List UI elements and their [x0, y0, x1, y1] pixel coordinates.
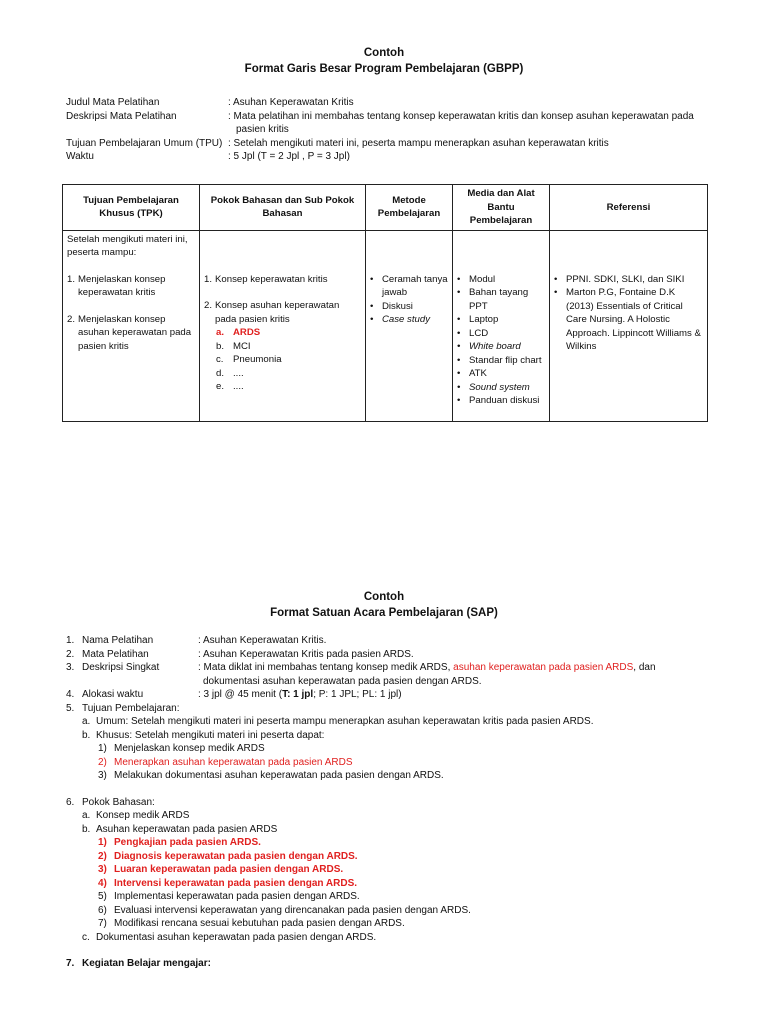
sap-number: 6.: [66, 796, 75, 808]
sap-item-alokasi: [66, 688, 716, 702]
sap-item-deskripsi: [66, 661, 716, 688]
sap-label: Tujuan Pembelajaran:: [82, 702, 180, 714]
sap-sub-number: 1): [98, 743, 107, 754]
sap-number: 3.: [66, 662, 75, 673]
pokok-sub-d: [204, 367, 361, 381]
pokok-number: 1.: [204, 273, 213, 285]
media-item: • White board: [457, 340, 545, 354]
info-value: : Setelah mengikuti materi ini, peserta mampu menerapkan asuhan keperawatan kritis: [228, 137, 609, 149]
media-item: • Modul: [457, 273, 545, 287]
sap-tujuan-khusus: [66, 729, 716, 743]
sap-pokok-a: [66, 809, 716, 823]
sap-sub-text: Pengkajian pada pasien ARDS.: [114, 837, 261, 848]
tpk-text: Menjelaskan konsep asuhan keperawatan pada pasien kritis: [78, 313, 192, 352]
sap-item-tujuan: [66, 702, 716, 716]
table-header-row: [63, 185, 708, 231]
sap-text: Asuhan keperawatan pada pasien ARDS: [96, 823, 278, 835]
tpk-item-1: [67, 273, 195, 300]
media-item: • Standar flip chart: [457, 354, 545, 368]
pokok-sub-ards: [204, 326, 361, 340]
sap-title-block: [0, 589, 768, 621]
sap-value-text: ; P: 1 JPL; PL: 1 jpl): [313, 689, 402, 700]
sap-khusus-item: [66, 756, 716, 770]
media-list: [457, 273, 545, 408]
sap-sub-text: Evaluasi intervensi keperawatan yang direncanakan pada pasien dengan ARDS.: [114, 904, 471, 916]
sap-number: 2.: [66, 648, 75, 660]
sap-sub-text: Modifikasi rencana sesuai kebutuhan pada pasien dengan ARDS.: [114, 918, 405, 929]
sap-sub-text: Diagnosis keperawatan pada pasien dengan ARDS.: [114, 850, 358, 862]
sub-text: MCI: [233, 340, 251, 352]
media-item: • Panduan diskusi: [457, 394, 545, 408]
sap-sub-number: 3): [98, 770, 107, 781]
sap-sub-number: 4): [98, 877, 107, 889]
sap-sub-number: 7): [98, 918, 107, 929]
sub-letter: e.: [216, 381, 225, 392]
cell-referensi: [550, 230, 708, 421]
media-item: • LCD: [457, 327, 545, 341]
sap-number: 7.: [66, 958, 75, 969]
sap-item-kegiatan: [66, 957, 716, 971]
tpk-number: 1.: [67, 273, 76, 285]
media-item: • Bahan tayang PPT: [457, 286, 545, 313]
cell-metode: [366, 230, 453, 421]
gbpp-title-format: Format Garis Besar Program Pembelajaran (GBPP): [244, 63, 524, 75]
media-item: • Sound system: [457, 381, 545, 395]
pokok-text: Konsep keperawatan kritis: [215, 273, 328, 285]
sap-item-pokok-bahasan: [66, 796, 716, 810]
info-row-judul: [66, 96, 716, 110]
sap-pokok-b-item: [66, 850, 716, 864]
info-row-waktu: [66, 150, 716, 164]
sap-sub-text: Melakukan dokumentasi asuhan keperawatan pada pasien dengan ARDS.: [114, 770, 444, 781]
sap-value-text: : 3 jpl @ 45 menit (: [198, 689, 283, 700]
pokok-sub-e: [204, 380, 361, 394]
sap-value-bold: T: 1 jpl: [282, 689, 314, 700]
pokok-sub-pneumonia: [204, 353, 361, 367]
pokok-item-1: [204, 273, 361, 287]
sap-pokok-b-item: [66, 863, 716, 877]
info-value: : Asuhan Keperawatan Kritis: [228, 97, 354, 108]
sap-sub-text: Menerapkan asuhan keperawatan pada pasien ARDS: [114, 756, 353, 768]
sap-value: [198, 688, 716, 702]
sap-text: Khusus: Setelah mengikuti materi ini peserta dapat:: [96, 729, 325, 741]
sap-content: [66, 634, 716, 971]
sap-value: : Asuhan Keperawatan Kritis.: [198, 635, 327, 646]
sap-label: Alokasi waktu: [82, 689, 144, 700]
info-value-line: : Mata pelatihan ini membahas tentang konsep keperawatan kritis dan konsep asuhan keperawatan pada: [228, 110, 694, 122]
info-label: Tujuan Pembelajaran Umum (TPU): [66, 137, 223, 149]
sap-title-format: Format Satuan Acara Pembelajaran (SAP): [270, 607, 498, 619]
sap-sub-text: Implementasi keperawatan pada pasien dengan ARDS.: [114, 891, 360, 902]
gbpp-title-block: [0, 45, 768, 77]
info-value-continuation: pasien kritis: [236, 124, 289, 135]
sap-pokok-b-item: [66, 836, 716, 850]
sap-number: 4.: [66, 689, 75, 700]
sap-title-contoh: Contoh: [363, 591, 405, 603]
metode-item: • Case study: [370, 313, 448, 327]
sap-value-highlight: asuhan keperawatan pada pasien ARDS: [453, 662, 634, 673]
pokok-item-2: [204, 299, 361, 326]
sap-sub-number: 2): [98, 756, 107, 768]
sap-sub-number: 6): [98, 904, 107, 916]
referensi-list: [554, 273, 703, 354]
header-referensi: Referensi: [550, 185, 708, 231]
header-media: Media dan Alat Bantu Pembelajaran: [453, 185, 550, 231]
gbpp-title-contoh: Contoh: [363, 47, 405, 59]
sap-text: Konsep medik ARDS: [96, 810, 190, 821]
sap-sub-text: Intervensi keperawatan pada pasien dengan ARDS.: [114, 877, 358, 889]
sap-value-text: : Mata diklat ini membahas tentang konsep medik ARDS,: [198, 662, 454, 673]
sap-sub-number: 3): [98, 864, 107, 875]
sub-letter: b.: [216, 340, 225, 352]
info-row-tpu: [66, 137, 716, 151]
pokok-sub-mci: [204, 340, 361, 354]
info-label: Waktu: [66, 151, 94, 162]
header-metode: Metode Pembelajaran: [366, 185, 453, 231]
gbpp-info: [66, 96, 716, 164]
sub-text: ARDS: [233, 327, 261, 338]
sub-letter: a.: [216, 327, 225, 338]
sub-letter: d.: [216, 367, 225, 379]
sap-value-continuation: dokumentasi asuhan keperawatan pada pasien dengan ARDS.: [203, 675, 482, 687]
sub-text: ....: [233, 381, 244, 392]
sap-letter: b.: [82, 729, 91, 741]
tpk-intro: Setelah mengikuti materi ini, peserta mampu:: [67, 233, 188, 258]
sap-pokok-b-item: [66, 877, 716, 891]
sap-text: Dokumentasi asuhan keperawatan pada pasien dengan ARDS.: [96, 931, 377, 943]
info-value: [228, 110, 716, 137]
sap-pokok-b: [66, 823, 716, 837]
sap-label: Nama Pelatihan: [82, 635, 154, 646]
sap-letter: c.: [82, 931, 90, 943]
pokok-text: Konsep asuhan keperawatan pada pasien kritis: [215, 300, 340, 325]
sap-label: Pokok Bahasan:: [82, 796, 155, 808]
header-tpk: Tujuan Pembelajaran Khusus (TPK): [63, 185, 200, 231]
sap-sub-number: 5): [98, 891, 107, 902]
info-value: : 5 Jpl (T = 2 Jpl , P = 3 Jpl): [228, 151, 350, 162]
header-pokok-bahasan: Pokok Bahasan dan Sub Pokok Bahasan: [200, 185, 366, 231]
sap-pokok-b-item: [66, 904, 716, 918]
gbpp-table: [62, 184, 708, 422]
cell-pokok-bahasan: [200, 230, 366, 421]
referensi-item: • Marton P.G, Fontaine D.K (2013) Essentials of Critical Care Nursing. A Holostic Approach. Lippincott Williams & Wilkins: [554, 286, 703, 354]
sap-sub-number: 2): [98, 850, 107, 862]
sap-label: Kegiatan Belajar mengajar:: [82, 958, 211, 969]
cell-media: [453, 230, 550, 421]
media-item: • ATK: [457, 367, 545, 381]
metode-item: • Diskusi: [370, 300, 448, 314]
sap-item-nama-pelatihan: [66, 634, 716, 648]
sap-letter: a.: [82, 810, 91, 821]
sap-tujuan-umum: [66, 715, 716, 729]
sap-pokok-b-item: [66, 917, 716, 931]
sap-label: Mata Pelatihan: [82, 648, 149, 660]
sap-value-text: , dan: [633, 662, 656, 673]
referensi-item: • PPNI. SDKI, SLKI, dan SIKI: [554, 273, 703, 287]
cell-tpk: [63, 230, 200, 421]
metode-list: [370, 273, 448, 327]
sap-letter: b.: [82, 823, 91, 835]
metode-item: • Ceramah tanya jawab: [370, 273, 448, 300]
sap-number: 1.: [66, 635, 75, 646]
tpk-number: 2.: [67, 313, 76, 325]
info-label: Deskripsi Mata Pelatihan: [66, 110, 177, 122]
table-row: [63, 230, 708, 421]
sub-text: Pneumonia: [233, 354, 282, 365]
sap-khusus-item: [66, 769, 716, 783]
info-label: Judul Mata Pelatihan: [66, 97, 160, 108]
sap-sub-number: 1): [98, 837, 107, 848]
sap-value: [198, 661, 716, 688]
sap-sub-text: Luaran keperawatan pada pasien dengan ARDS.: [114, 864, 344, 875]
tpk-text: Menjelaskan konsep keperawatan kritis: [78, 273, 166, 298]
media-item: • Laptop: [457, 313, 545, 327]
info-row-deskripsi: [66, 110, 716, 137]
sap-khusus-item: [66, 742, 716, 756]
sap-pokok-c: [66, 931, 716, 945]
sap-text: Umum: Setelah mengikuti materi ini peserta mampu menerapkan asuhan keperawatan kritis pada pasien ARDS.: [96, 716, 594, 727]
sub-letter: c.: [216, 354, 224, 365]
sap-sub-text: Menjelaskan konsep medik ARDS: [114, 743, 265, 754]
sap-label: Deskripsi Singkat: [82, 662, 160, 673]
sub-text: ....: [233, 367, 244, 379]
sap-item-mata-pelatihan: [66, 648, 716, 662]
sap-pokok-b-item: [66, 890, 716, 904]
tpk-item-2: [67, 313, 195, 354]
sap-number: 5.: [66, 702, 75, 714]
sap-value: : Asuhan Keperawatan Kritis pada pasien ARDS.: [198, 648, 414, 660]
pokok-number: 2.: [204, 300, 213, 311]
sap-letter: a.: [82, 716, 91, 727]
